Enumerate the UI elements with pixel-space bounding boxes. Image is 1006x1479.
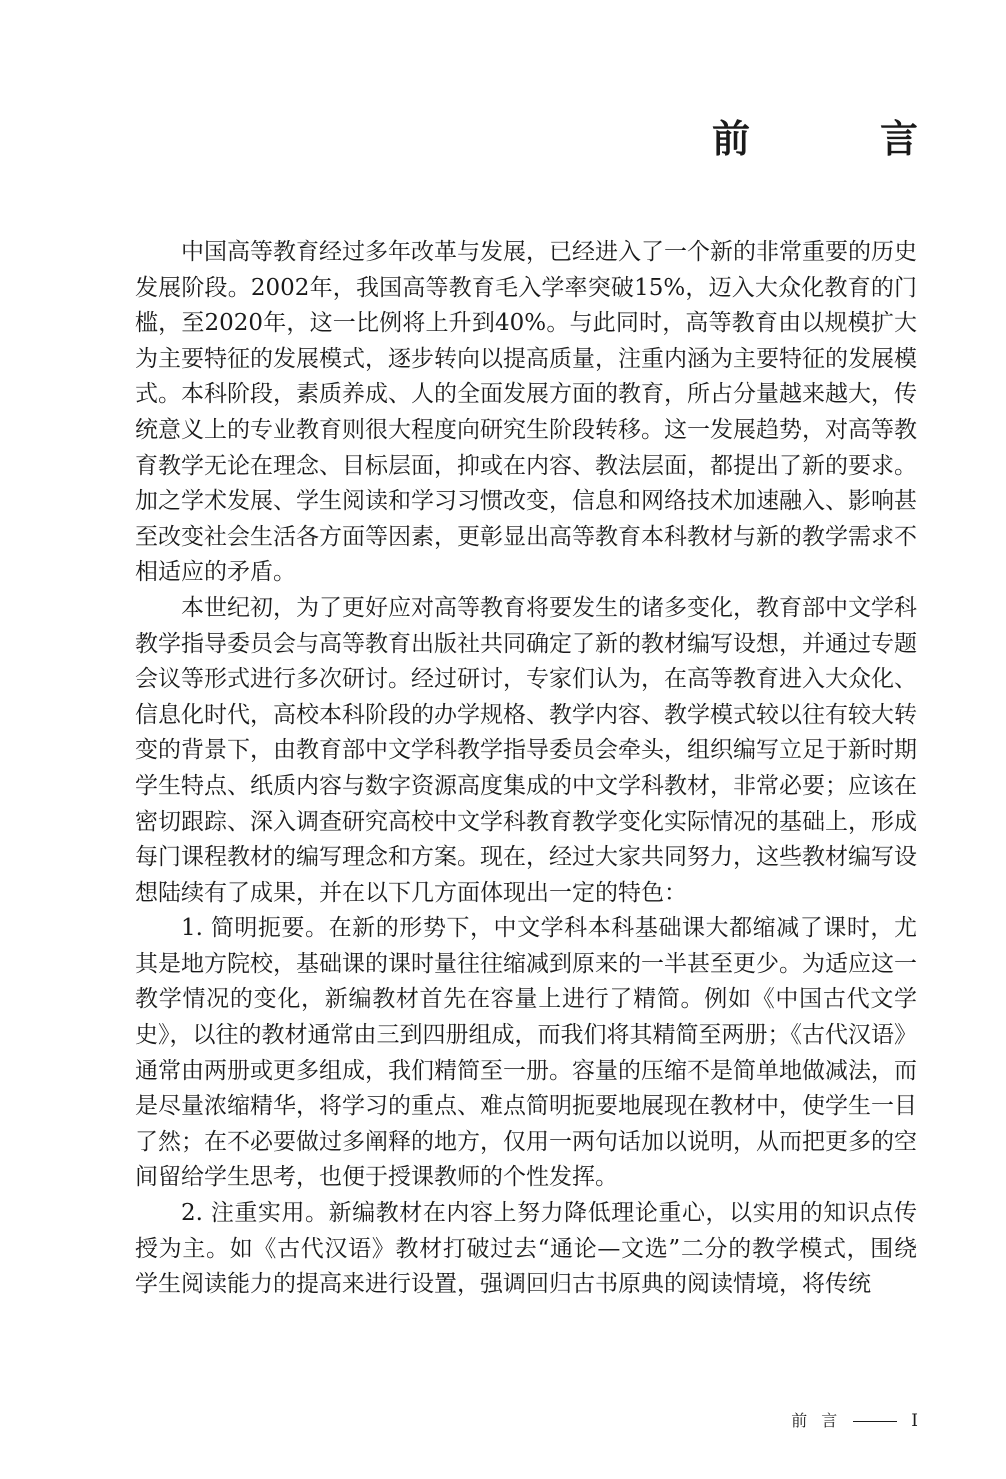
- page-number: I: [911, 1411, 918, 1431]
- footer-rule: [853, 1421, 897, 1422]
- paragraph: 中国高等教育经过多年改革与发展，已经进入了一个新的非常重要的历史发展阶段。2002年，我国高等教育毛入学率突破15%，迈入大众化教育的门槛，至2020年，这一比例将上升到40%。与此同时，高等教育由以规模扩大为主要特征的发展模式，逐步转向以提高质量，注重内涵为主要特征的发展模式。本科阶段，素质养成、人的全面发展方面的教育，所占分量越来越大，传统意义上的专业教育则很大程度向研究生阶段转移。这一发展趋势，对高等教育教学无论在理念、目标层面，抑或在内容、教法层面，都提出了新的要求。加之学术发展、学生阅读和学习习惯改变，信息和网络技术加速融入、影响甚至改变社会生活各方面等因素，更彰显出高等教育本科教材与新的教学需求不相适应的矛盾。: [135, 239, 917, 586]
- page-title: 前 言: [711, 116, 964, 162]
- paragraph: 1. 简明扼要。在新的形势下，中文学科本科基础课大都缩减了课时，尤其是地方院校，基础课的课时量往往缩减到原来的一半甚至更少。为适应这一教学情况的变化，新编教材首先在容量上进行了精简。例如《中国古代文学史》，以往的教材通常由三到四册组成，而我们将其精简至两册；《古代汉语》通常由两册或更多组成，我们精简至一册。容量的压缩不是简单地做减法，而是尽量浓缩精华，将学习的重点、难点简明扼要地展现在教材中，使学生一目了然；在不必要做过多阐释的地方，仅用一两句话加以说明，从而把更多的空间留给学生思考，也便于授课教师的个性发挥。: [135, 915, 917, 1191]
- body-text: [135, 235, 917, 1303]
- page-footer: [791, 1409, 918, 1433]
- paragraph: 2. 注重实用。新编教材在内容上努力降低理论重心，以实用的知识点传授为主。如《古代汉语》教材打破过去“通论—文选”二分的教学模式，围绕学生阅读能力的提高来进行设置，强调回归古书原典的阅读情境，将传统: [135, 1200, 917, 1298]
- running-head: 前言: [791, 1411, 852, 1430]
- paragraph: 本世纪初，为了更好应对高等教育将要发生的诸多变化，教育部中文学科教学指导委员会与高等教育出版社共同确定了新的教材编写设想，并通过专题会议等形式进行多次研讨。经过研讨，专家们认为，在高等教育进入大众化、信息化时代，高校本科阶段的办学规格、教学内容、教学模式较以往有较大转变的背景下，由教育部中文学科教学指导委员会牵头，组织编写立足于新时期学生特点、纸质内容与数字资源高度集成的中文学科教材，非常必要；应该在密切跟踪、深入调查研究高校中文学科教育教学变化实际情况的基础上，形成每门课程教材的编写理念和方案。现在，经过大家共同努力，这些教材编写设想陆续有了成果，并在以下几方面体现出一定的特色：: [135, 594, 917, 906]
